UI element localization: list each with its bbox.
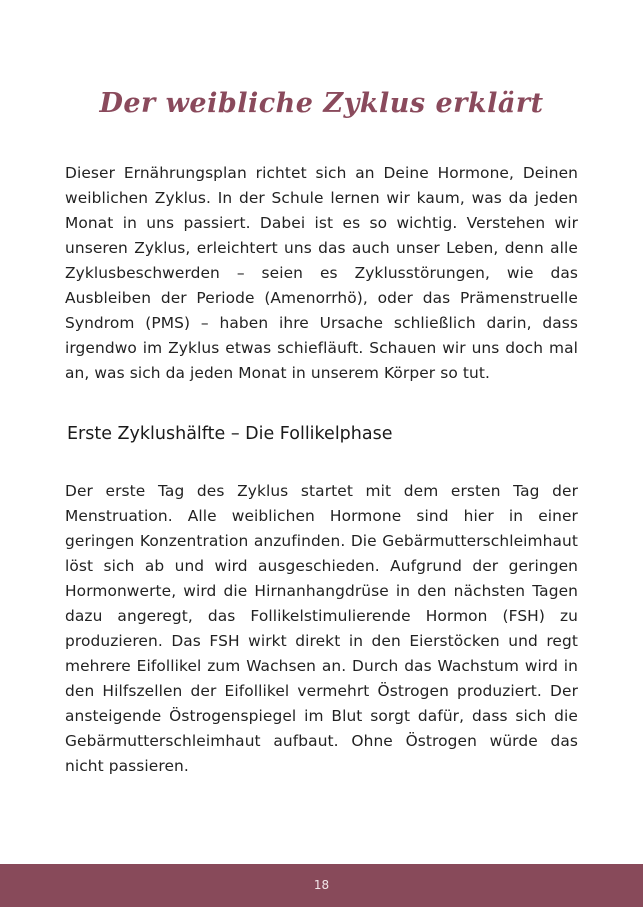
page-number: 18 xyxy=(313,878,330,892)
intro-paragraph: Dieser Ernährungsplan richtet sich an Deine Hormone, Deinen weiblichen Zyklus. In der Schule lernen wir kaum, was da jeden Monat in uns passiert. Dabei ist es so wichtig. Verstehen wir unseren Zyklus, erleichtert uns das auch unser Leben, denn alle Zyklusbeschwerden – seien es Zyklusstörungen, wie das Ausbleiben der Periode (Amenorrhö), oder das Prämenstruelle Syndrom (PMS) – haben ihre Ursache schließlich darin, dass irgendwo im Zyklus etwas schiefläuft. Schauen wir uns doch mal an, was sich da jeden Monat in unserem Körper so tut. xyxy=(65,164,578,382)
footer-bar xyxy=(0,864,643,907)
page-title: Der weibliche Zyklus erklärt xyxy=(99,88,544,120)
section-heading: Erste Zyklushälfte – Die Follikelphase xyxy=(67,424,393,444)
section-body-paragraph: Der erste Tag des Zyklus startet mit dem ersten Tag der Menstruation. Alle weiblichen Hormone sind hier in einer geringen Konzentration anzufinden. Die Gebärmutterschleimhaut löst sich ab und wird ausgeschieden. Aufgrund der geringen Hormonwerte, wird die Hirnanhangdrüse in den nächsten Tagen dazu angeregt, das Follikelstimulierende Hormon (FSH) zu produzieren. Das FSH wirkt direkt in den Eierstöcken und regt mehrere Eifollikel zum Wachsen an. Durch das Wachstum wird in den Hilfszellen der Eifollikel vermehrt Östrogen produziert. Der ansteigende Östrogenspiegel im Blut sorgt dafür, dass sich die Gebärmutterschleimhaut aufbaut. Ohne Östrogen würde das nicht passieren. xyxy=(65,482,578,775)
